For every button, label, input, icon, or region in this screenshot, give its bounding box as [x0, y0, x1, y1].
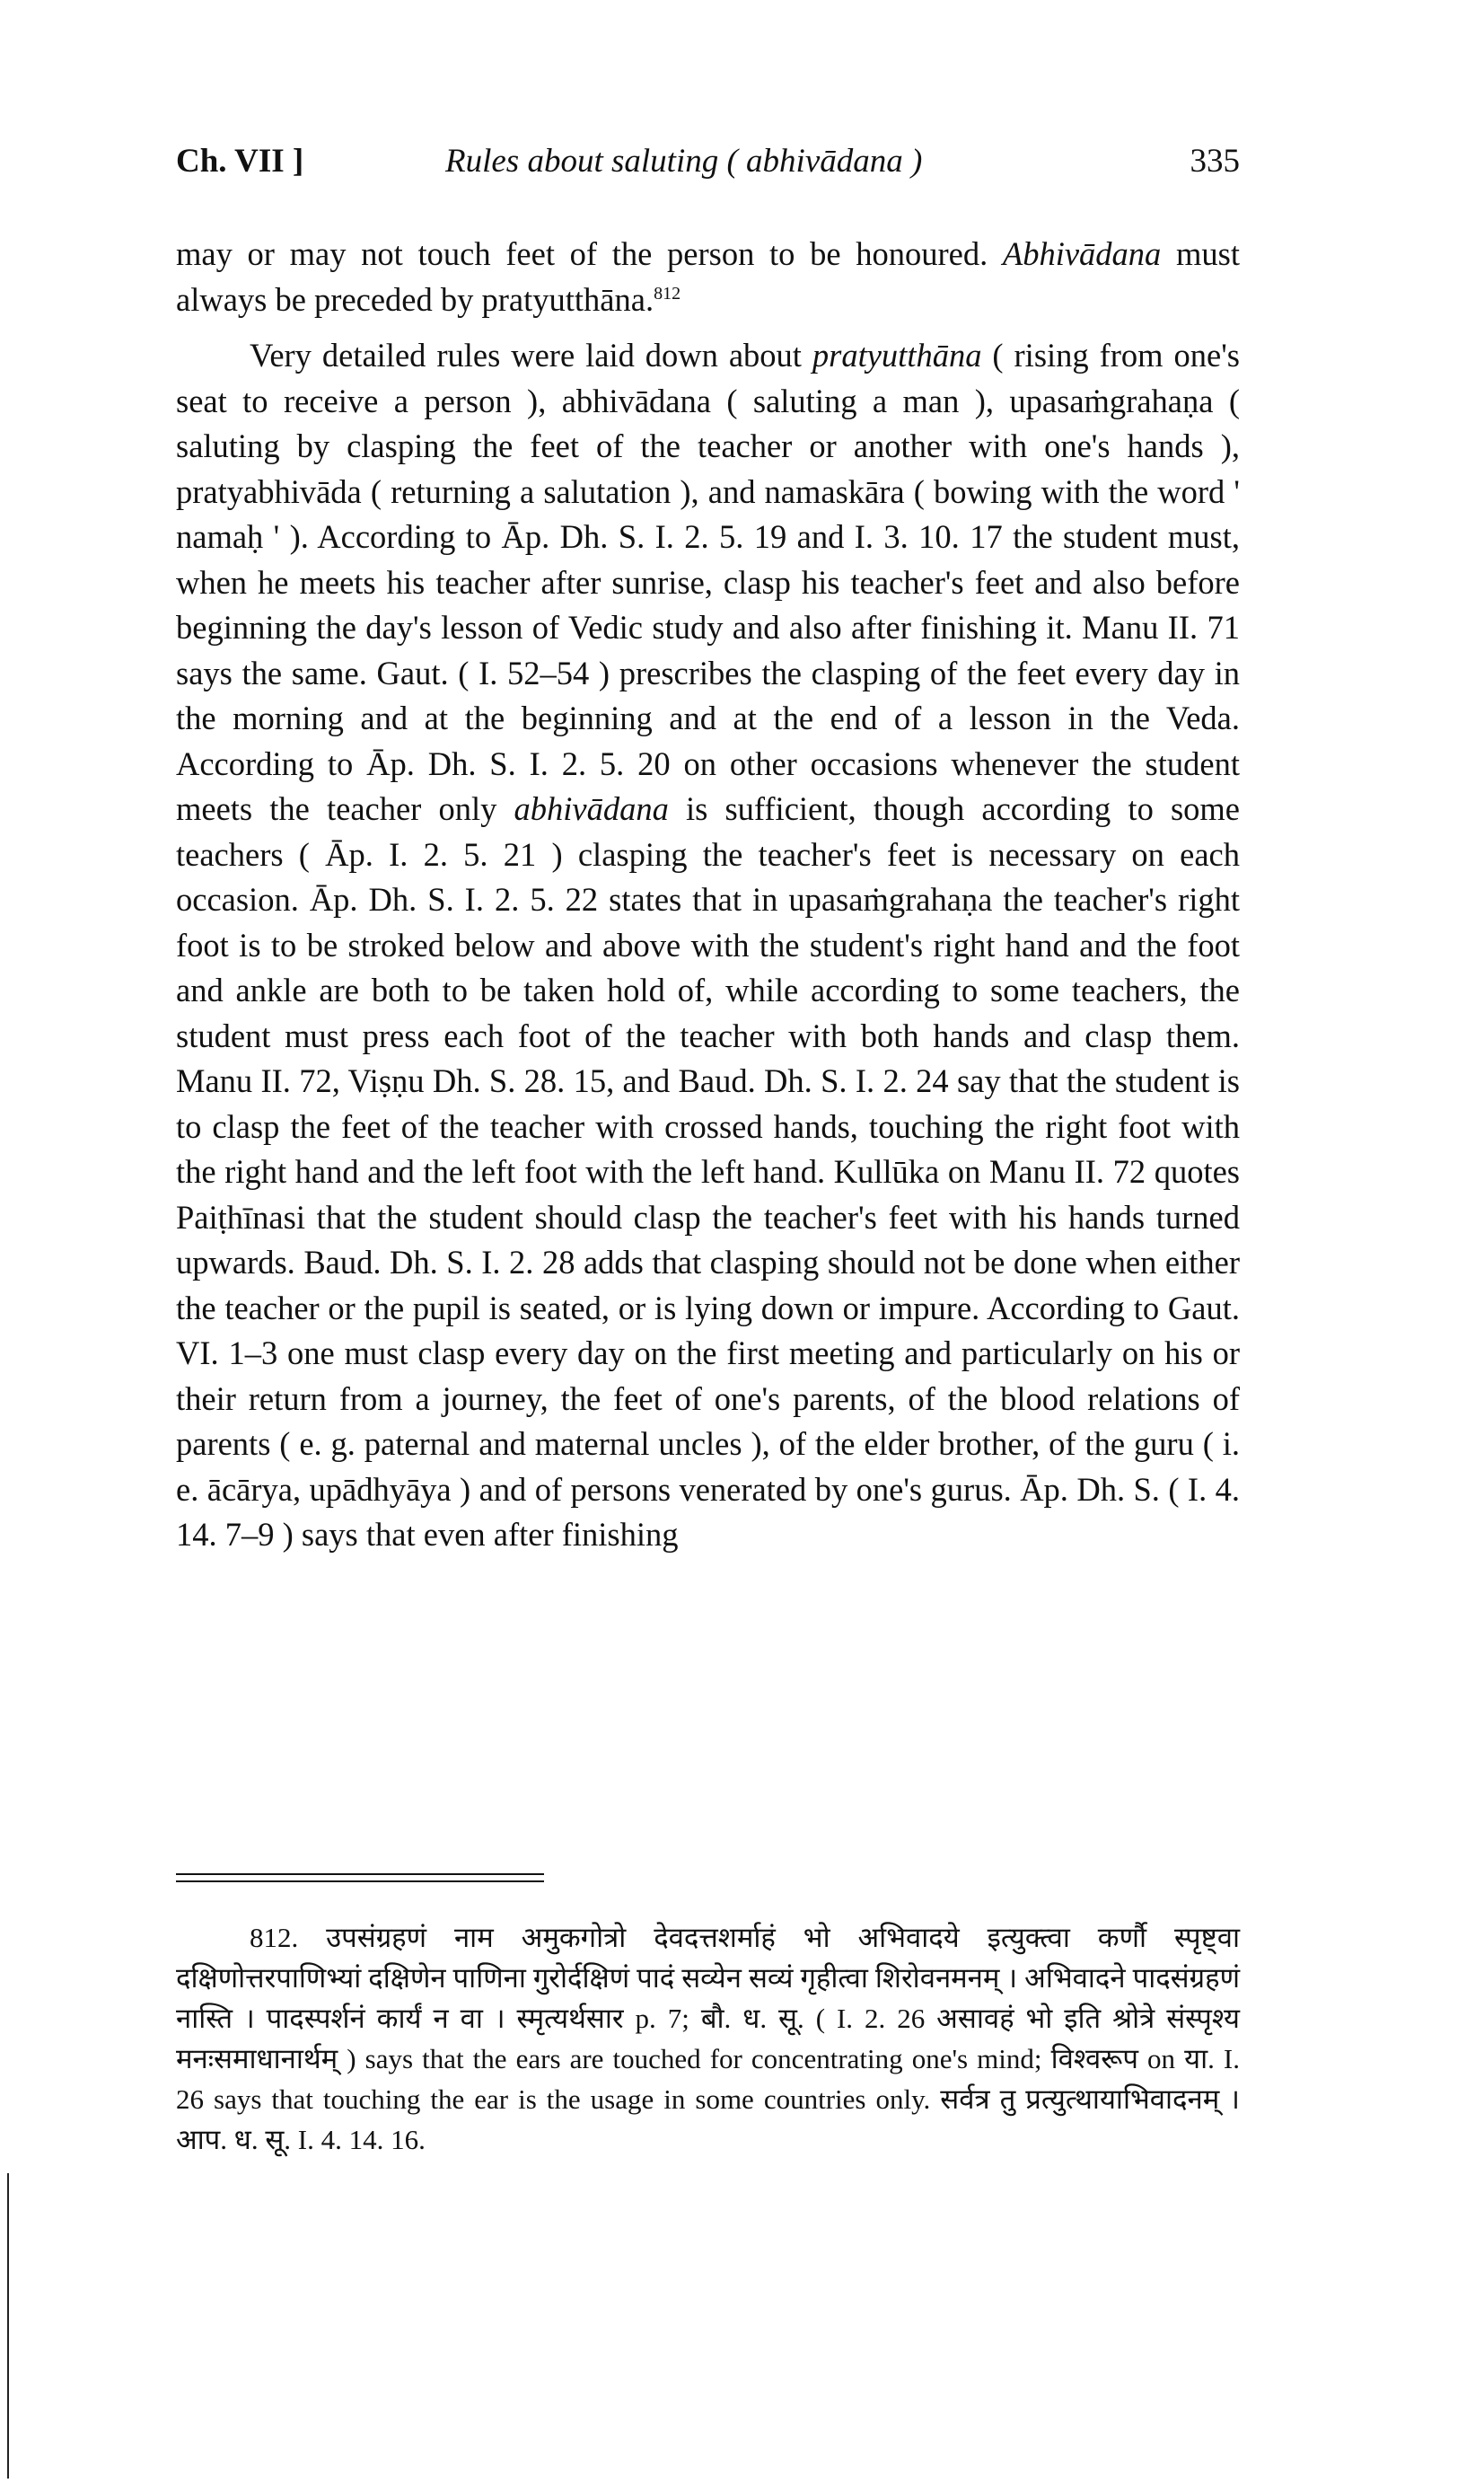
running-head: [176, 142, 1240, 189]
p2-term-2: abhivādana: [514, 790, 669, 827]
footnote-number: 812.: [250, 1922, 299, 1953]
footnote-divider-top: [176, 1873, 544, 1875]
paragraph-2: [176, 333, 1240, 1558]
chapter-label: Ch. VII ]: [176, 143, 304, 180]
page-number: 335: [1190, 143, 1240, 180]
footnote-paragraph: [176, 1917, 1240, 2160]
footnote-text: उपसंग्रहणं नाम अमुकगोत्रो देवदत्तशर्माहं भो अभिवादये इत्युक्त्वा कर्णौ स्पृष्ट्वा दक्षिणोत्तरपाणिभ्यां दक्षिणेन पाणिना गुरोर्दक्षिणं पादं सव्येन सव्यं गृहीत्वा शिरोवनमनम् । अभिवादने पादसंग्रहणं नास्ति । पादस्पर्शनं कार्यं न वा । स्मृत्यर्थसार p. 7; बौ. ध. सू. ( I. 2. 26 असावहं भो इति श्रोत्रे संस्पृश्य मनःसमाधानार्थम् ) says that the ears are touched for concentrating one's mind; विश्वरूप on या. I. 26 says that touching the ear is the usage in some countries only. सर्वत्र तु प्रत्युत्थायाभिवादनम् । आप. ध. सू. I. 4. 14. 16.: [176, 1922, 1240, 2155]
footnote-divider-bottom: [176, 1880, 544, 1882]
p2-text-c: ( rising from one's seat to receive a person ), abhivādana ( saluting a man ), upasaṁgrahaṇa ( saluting by clasping the feet of the teacher or another with one's hands ), pratyabhivāda ( returning a salutation ), and namaskāra ( bowing with the word ' namaḥ ' ). According to Āp. Dh. S. I. 2. 5. 19 and I. 3. 10. 17 the student must, when he meets his teacher after sunrise, clasp his teacher's feet and also before beginning the day's lesson of Vedic study and also after finishing it. Manu II. 71 says the same. Gaut. ( I. 52–54 ) prescribes the clasping of the feet every day in the morning and at the beginning and at the end of a lesson in the Veda. According to Āp. Dh. S. I. 2. 5. 20 on other occasions whenever the student meets the teacher only: [176, 337, 1240, 827]
footnote-reference: 812: [654, 283, 681, 304]
p1-term: Abhivādana: [1002, 235, 1162, 272]
page-title: Rules about saluting ( abhivādana ): [445, 143, 923, 180]
p1-text-c: must always be preceded by pratyutthāna.: [176, 235, 1240, 318]
main-text: [176, 232, 1240, 1558]
p1-text-a: may or may not touch feet of the person to be honoured.: [176, 235, 1003, 272]
p2-text-e: is sufficient, though according to some teachers ( Āp. I. 2. 5. 21 ) clasping the teacher's feet is necessary on each occasion. Āp. Dh. S. I. 2. 5. 22 states that in upasaṁgrahaṇa the teacher's right foot is to be stroked below and above with the student's right hand and the foot and ankle are both to be taken hold of, while according to some teachers, the student must press each foot of the teacher with both hands and clasp them. Manu II. 72, Viṣṇu Dh. S. 28. 15, and Baud. Dh. S. I. 2. 24 say that the student is to clasp the feet of the teacher with crossed hands, touching the right foot with the right hand and the left foot with the left hand. Kullūka on Manu II. 72 quotes Paiṭhīnasi that the student should clasp the teacher's feet with his hands turned upwards. Baud. Dh. S. I. 2. 28 adds that clasping should not be done when either the teacher or the pupil is seated, or is lying down or impure. According to Gaut. VI. 1–3 one must clasp every day on the first meeting and particularly on his or their return from a journey, the feet of one's parents, of the blood relations of parents ( e. g. paternal and maternal uncles ), of the elder brother, of the guru ( i. e. ācārya, upādhyāya ) and of persons venerated by one's gurus. Āp. Dh. S. ( I. 4. 14. 7–9 ) says that even after finishing: [176, 790, 1241, 1553]
p2-term-1: pratyutthāna: [812, 337, 982, 374]
paragraph-1: [176, 232, 1240, 322]
scan-margin-line: [7, 2173, 9, 2479]
footnote-812: [176, 1917, 1240, 2160]
p2-text-a: Very detailed rules were laid down about: [250, 337, 812, 374]
